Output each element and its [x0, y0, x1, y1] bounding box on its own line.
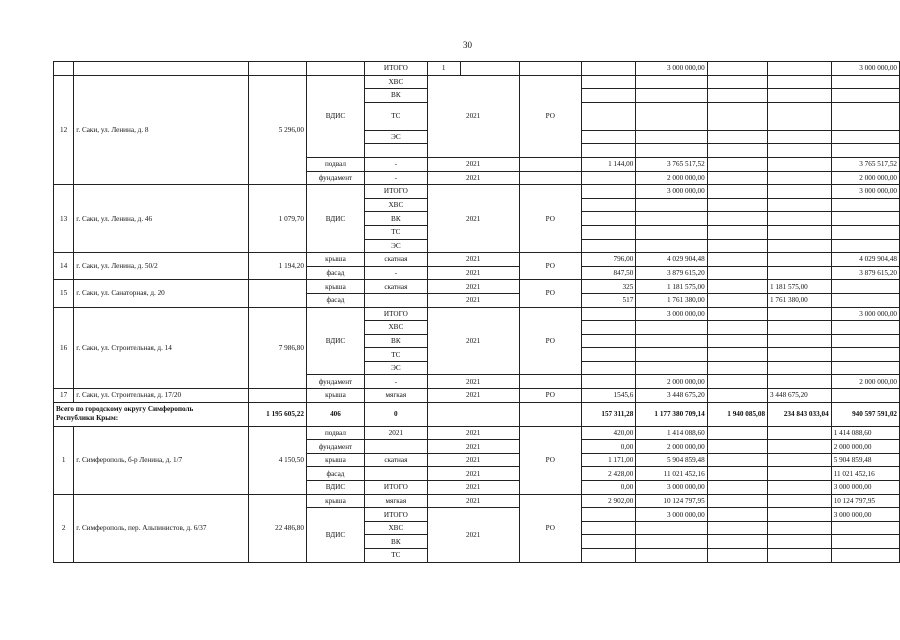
- cell: ИТОГО: [365, 185, 428, 199]
- cell: 1 761 380,00: [636, 293, 707, 307]
- cell: ВК: [365, 89, 428, 103]
- address-cell: г. Симферополь, пер. Альпинистов, д. 6/37: [74, 494, 249, 562]
- cell: крыша: [306, 453, 364, 467]
- cell: 3 000 000,00: [636, 508, 707, 522]
- cell: 2 000 000,00: [636, 171, 707, 185]
- cell: 2021: [427, 293, 519, 307]
- cell: 796,00: [581, 253, 635, 267]
- cell: ТС: [365, 102, 428, 130]
- area-cell: 22 486,80: [249, 494, 307, 562]
- cell: ВК: [365, 535, 428, 549]
- work-type-cell: ВДИС: [306, 75, 364, 157]
- row-number: 2: [54, 494, 74, 562]
- area-cell: 7 986,80: [249, 307, 307, 389]
- cell: 2021: [427, 253, 519, 267]
- total-row: [54, 402, 900, 426]
- total-c12: 234 843 033,04: [768, 402, 832, 426]
- row-number: 17: [54, 389, 74, 403]
- cell: крыша: [306, 280, 364, 294]
- cell: 2021: [365, 426, 428, 440]
- total-label-line2: Республики Крым:: [56, 414, 119, 423]
- cell: крыша: [306, 253, 364, 267]
- cell: скатная: [365, 253, 428, 267]
- cell: 2 000 000,00: [831, 171, 899, 185]
- cell: ВК: [365, 334, 428, 348]
- cell: скатная: [365, 280, 428, 294]
- cell: 2 000 000,00: [636, 375, 707, 389]
- cell: -: [365, 157, 428, 171]
- work-type-cell: ВДИС: [306, 307, 364, 375]
- cell: фундамент: [306, 171, 364, 185]
- cell: фундамент: [306, 440, 364, 454]
- cell: 2021: [427, 426, 519, 440]
- cell: 2021: [427, 389, 519, 403]
- address-cell: г. Саки, ул. Ленина, д. 8: [74, 75, 249, 185]
- cell: 2021: [427, 266, 519, 280]
- cell: 847,50: [581, 266, 635, 280]
- cell: 2021: [427, 440, 519, 454]
- address-cell: г. Саки, ул. Санаторная, д. 20: [74, 280, 249, 307]
- cell: 2021: [427, 157, 519, 171]
- cell: 3 000 000,00: [831, 62, 899, 76]
- cell: 3 448 675,20: [636, 389, 707, 403]
- ro-cell: РО: [519, 307, 581, 375]
- table-row: [54, 62, 900, 76]
- cell: 2 000 000,00: [831, 440, 899, 454]
- cell: 3 000 000,00: [636, 62, 707, 76]
- cell: ХВС: [365, 198, 428, 212]
- total-overall: 940 597 591,02: [831, 402, 899, 426]
- row-number: 14: [54, 253, 74, 280]
- year-cell: 2021: [427, 508, 519, 562]
- cell: 10 124 797,95: [831, 494, 899, 508]
- year-cell: 2021: [427, 307, 519, 375]
- cell: 3 000 000,00: [636, 481, 707, 495]
- cell: 420,00: [581, 426, 635, 440]
- cell: ИТОГО: [365, 508, 428, 522]
- cell: 2021: [427, 375, 519, 389]
- table-row: [54, 253, 900, 267]
- address-cell: г. Саки, ул. Ленина, д. 46: [74, 185, 249, 253]
- table-row: [54, 75, 900, 89]
- table-row: [54, 185, 900, 199]
- total-zero: 0: [365, 402, 428, 426]
- ro-cell: РО: [519, 280, 581, 307]
- cell: 1545,6: [581, 389, 635, 403]
- cell: крыша: [306, 389, 364, 403]
- total-c11: 1 940 085,08: [707, 402, 767, 426]
- cell: фасад: [306, 266, 364, 280]
- cell: 1 144,00: [581, 157, 635, 171]
- cell: 3 000 000,00: [636, 307, 707, 321]
- page-number: 30: [463, 40, 472, 50]
- cell: 1 181 575,00: [768, 280, 832, 294]
- cell: 11 021 452,16: [636, 467, 707, 481]
- work-type-cell: ВДИС: [306, 185, 364, 253]
- table-row: [54, 280, 900, 294]
- table-row: [54, 494, 900, 508]
- cell: 2021: [427, 171, 519, 185]
- cell: 3 000 000,00: [831, 185, 899, 199]
- cell: -: [365, 375, 428, 389]
- capital-repair-table: [53, 61, 900, 563]
- cell: фасад: [306, 467, 364, 481]
- cell: 0,00: [581, 481, 635, 495]
- cell: 2021: [427, 453, 519, 467]
- cell: 11 021 452,16: [831, 467, 899, 481]
- cell: ВДИС: [306, 481, 364, 495]
- cell: ХВС: [365, 521, 428, 535]
- cell: 2021: [427, 494, 519, 508]
- cell: 3 000 000,00: [831, 508, 899, 522]
- cell: 3 879 615,20: [831, 266, 899, 280]
- year-cell: 2021: [427, 75, 519, 157]
- cell: 1 761 380,00: [768, 293, 832, 307]
- cell: скатная: [365, 453, 428, 467]
- area-cell: 5 296,00: [249, 75, 307, 185]
- cell: 1 171,00: [581, 453, 635, 467]
- cell: ИТОГО: [365, 481, 428, 495]
- table-row: [54, 426, 900, 440]
- cell: мягкая: [365, 389, 428, 403]
- cell: ТС: [365, 549, 428, 563]
- cell: ХВС: [365, 75, 428, 89]
- row-number: 1: [54, 426, 74, 494]
- ro-cell: РО: [519, 389, 581, 403]
- row-number: 15: [54, 280, 74, 307]
- total-label-line1: Всего по городскому округу Симферополь: [56, 405, 194, 414]
- total-label: [54, 402, 249, 426]
- cell: 3 000 000,00: [636, 185, 707, 199]
- cell: 1 181 575,00: [636, 280, 707, 294]
- cell: ТС: [365, 348, 428, 362]
- cell: 1 414 088,60: [831, 426, 899, 440]
- ro-cell: РО: [519, 494, 581, 562]
- cell: 2 428,00: [581, 467, 635, 481]
- cell: 2 000 000,00: [831, 375, 899, 389]
- cell: ТС: [365, 225, 428, 239]
- cell: 3 000 000,00: [831, 481, 899, 495]
- address-cell: г. Симферополь, б-р Ленина, д. 1/7: [74, 426, 249, 494]
- cell: 0,00: [581, 440, 635, 454]
- cell: 10 124 797,95: [636, 494, 707, 508]
- cell: 5 904 859,48: [636, 453, 707, 467]
- cell: 3 879 615,20: [636, 266, 707, 280]
- cell: ЭС: [365, 361, 428, 375]
- cell: 1 414 088,60: [636, 426, 707, 440]
- area-cell: 4 150,50: [249, 426, 307, 494]
- address-cell: г. Саки, ул. Строительная, д. 17/20: [74, 389, 249, 403]
- table-row: [54, 307, 900, 321]
- cell: фундамент: [306, 375, 364, 389]
- cell: 2021: [427, 280, 519, 294]
- cell: 3 448 675,20: [768, 389, 832, 403]
- cell: ВК: [365, 212, 428, 226]
- cell: 3 000 000,00: [831, 307, 899, 321]
- cell: 2021: [427, 467, 519, 481]
- cell: подвал: [306, 426, 364, 440]
- row-number: 12: [54, 75, 74, 185]
- ro-cell: РО: [519, 426, 581, 494]
- cell: 2 000 000,00: [636, 440, 707, 454]
- total-sum: 1 177 380 709,14: [636, 402, 707, 426]
- cell: ИТОГО: [365, 62, 428, 76]
- total-area: 1 195 605,22: [249, 402, 307, 426]
- cell: ЭС: [365, 130, 428, 144]
- area-cell: 1 079,70: [249, 185, 307, 253]
- cell: 2 902,00: [581, 494, 635, 508]
- cell: 1: [427, 62, 460, 76]
- cell: ХВС: [365, 321, 428, 335]
- cell: ЭС: [365, 239, 428, 253]
- row-number: 16: [54, 307, 74, 389]
- area-cell: 1 194,20: [249, 253, 307, 280]
- cell: 2021: [427, 481, 519, 495]
- cell: 4 029 904,48: [636, 253, 707, 267]
- table-row: [54, 389, 900, 403]
- total-volume: 157 311,28: [581, 402, 635, 426]
- cell: 3 765 517,52: [831, 157, 899, 171]
- work-type-cell: ВДИС: [306, 508, 364, 562]
- cell: 325: [581, 280, 635, 294]
- cell: 5 904 859,48: [831, 453, 899, 467]
- year-cell: 2021: [427, 185, 519, 253]
- ro-cell: РО: [519, 75, 581, 157]
- cell: фасад: [306, 293, 364, 307]
- cell: крыша: [306, 494, 364, 508]
- cell: 3 765 517,52: [636, 157, 707, 171]
- cell: -: [365, 171, 428, 185]
- cell: ИТОГО: [365, 307, 428, 321]
- address-cell: г. Саки, ул. Ленина, д. 50/2: [74, 253, 249, 280]
- cell: -: [365, 266, 428, 280]
- cell: 517: [581, 293, 635, 307]
- total-count: 406: [306, 402, 364, 426]
- ro-cell: РО: [519, 253, 581, 280]
- cell: подвал: [306, 157, 364, 171]
- row-number: 13: [54, 185, 74, 253]
- address-cell: г. Саки, ул. Строительная, д. 14: [74, 307, 249, 389]
- cell: мягкая: [365, 494, 428, 508]
- ro-cell: РО: [519, 185, 581, 253]
- cell: 4 029 904,48: [831, 253, 899, 267]
